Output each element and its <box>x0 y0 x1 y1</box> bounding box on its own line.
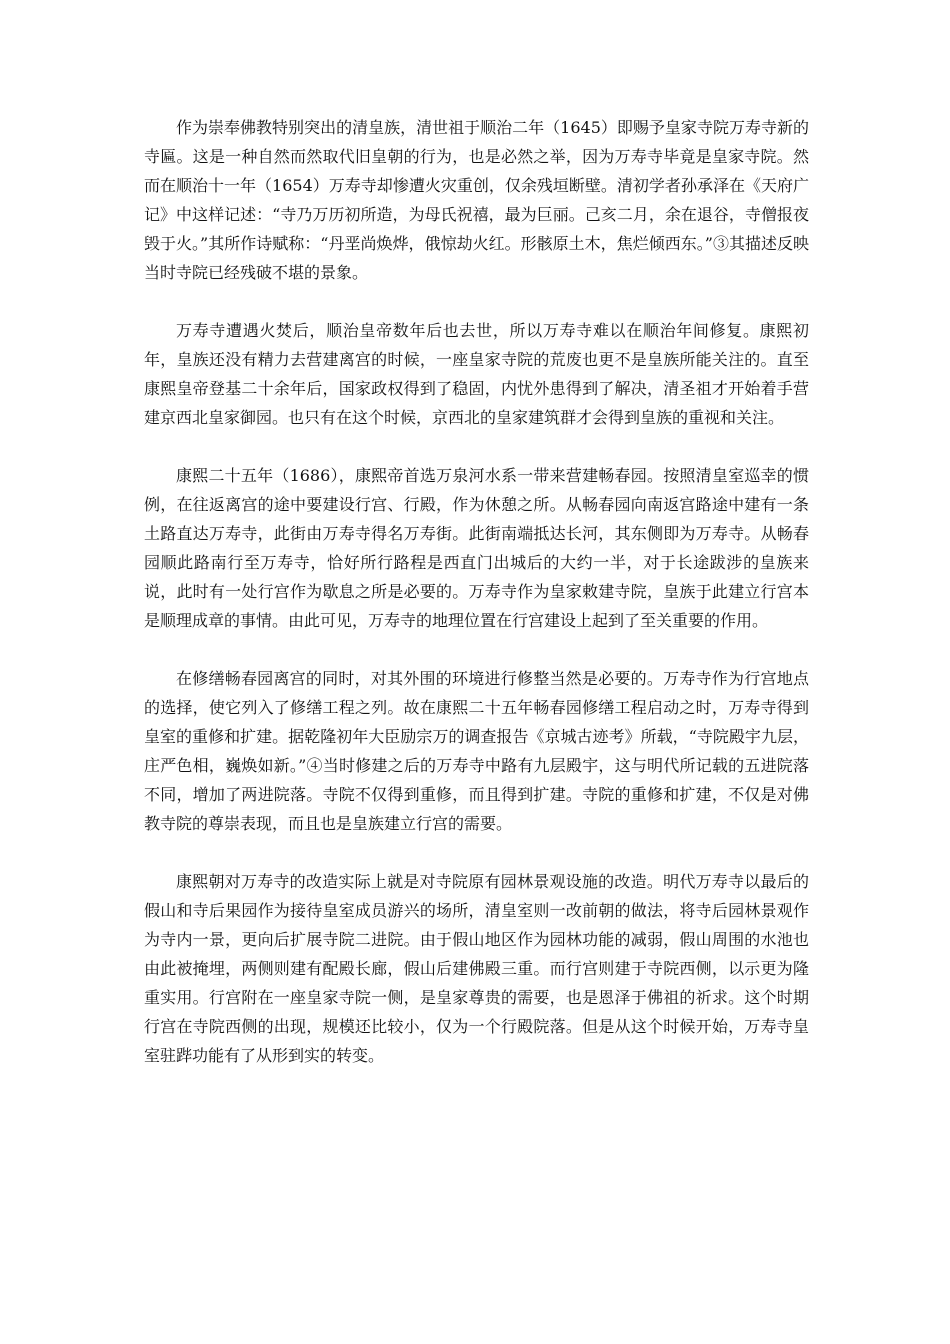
paragraph-3: 康熙二十五年（1686），康熙帝首选万泉河水系一带来营建畅春园。按照清皇室巡幸的惯例，在往返离宫的途中要建设行宫、行殿，作为休憩之所。从畅春园向南返宫路途中建有一条土路直达万寿寺，此街由万寿寺得名万寿街。此街南端抵达长河，其东侧即为万寿寺。从畅春园顺此路南行至万寿寺，恰好所行路程是西直门出城后的大约一半，对于长途跋涉的皇族来说，此时有一处行宫作为歇息之所是必要的。万寿寺作为皇家敕建寺院，皇族于此建立行宫本是顺理成章的事情。由此可见，万寿寺的地理位置在行宫建设上起到了至关重要的作用。 <box>144 466 809 630</box>
document-body <box>144 113 809 1099</box>
paragraph-2: 万寿寺遭遇火焚后，顺治皇帝数年后也去世，所以万寿寺难以在顺治年间修复。康熙初年，皇族还没有精力去营建离宫的时候，一座皇家寺院的荒废也更不是皇族所能关注的。直至康熙皇帝登基二十余年后，国家政权得到了稳固，内忧外患得到了解决，清圣祖才开始着手营建京西北皇家御园。也只有在这个时候，京西北的皇家建筑群才会得到皇族的重视和关注。 <box>144 321 809 427</box>
paragraph-4: 在修缮畅春园离宫的同时，对其外围的环境进行修整当然是必要的。万寿寺作为行宫地点的选择，使它列入了修缮工程之列。故在康熙二十五年畅春园修缮工程启动之时，万寿寺得到皇室的重修和扩建。据乾隆初年大臣励宗万的调查报告《京城古迹考》所载，“寺院殿宇九层，庄严色相，巍焕如新。”④当时修建之后的万寿寺中路有九层殿宇，这与明代所记载的五进院落不同，增加了两进院落。寺院不仅得到重修，而且得到扩建。寺院的重修和扩建，不仅是对佛教寺院的尊崇表现，而且也是皇族建立行宫的需要。 <box>144 669 809 833</box>
paragraph-5: 康熙朝对万寿寺的改造实际上就是对寺院原有园林景观设施的改造。明代万寿寺以最后的假山和寺后果园作为接待皇室成员游兴的场所，清皇室则一改前朝的做法，将寺后园林景观作为寺内一景，更向后扩展寺院二进院。由于假山地区作为园林功能的减弱，假山周围的水池也由此被掩埋，两侧则建有配殿长廊，假山后建佛殿三重。而行宫则建于寺院西侧，以示更为隆重实用。行宫附在一座皇家寺院一侧，是皇家尊贵的需要，也是恩泽于佛祖的祈求。这个时期行宫在寺院西侧的出现，规模还比较小，仅为一个行殿院落。但是从这个时候开始，万寿寺皇室驻跸功能有了从形到实的转变。 <box>144 872 809 1065</box>
paragraph-1: 作为崇奉佛教特别突出的清皇族，清世祖于顺治二年（1645）即赐予皇家寺院万寿寺新的寺匾。这是一种自然而然取代旧皇朝的行为，也是必然之举，因为万寿寺毕竟是皇家寺院。然而在顺治十一年（1654）万寿寺却惨遭火灾重创，仅余残垣断壁。清初学者孙承泽在《天府广记》中这样记述：“寺乃万历初所造，为母氏祝禧，最为巨丽。己亥二月，余在退谷，寺僧报夜毁于火。”其所作诗赋称：“丹垩尚焕烨，俄惊劫火红。形骸原土木，焦烂倾西东。”③其描述反映当时寺院已经残破不堪的景象。 <box>144 118 809 282</box>
